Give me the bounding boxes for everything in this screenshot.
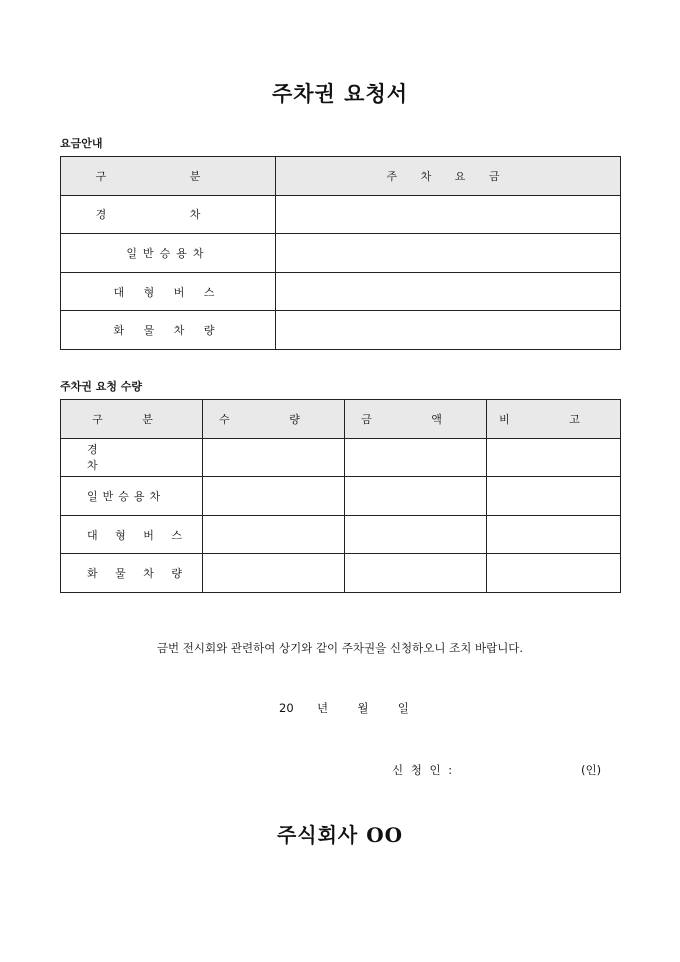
header-quantity: 수 량	[203, 400, 345, 439]
table-row	[61, 272, 621, 311]
seal-mark: (인)	[581, 763, 602, 777]
row-label: 일반승용차	[61, 234, 276, 273]
fee-cell[interactable]	[276, 234, 621, 273]
row-label: 경 차	[61, 438, 203, 477]
date-year-unit: 년	[316, 701, 329, 715]
fee-cell[interactable]	[276, 272, 621, 311]
date-day-unit: 일	[397, 701, 409, 715]
request-section-heading: 주차권 요청 수량	[60, 380, 143, 393]
quantity-cell[interactable]	[203, 515, 345, 554]
remarks-cell[interactable]	[487, 477, 621, 516]
fee-cell[interactable]	[276, 195, 621, 234]
request-table	[60, 399, 621, 593]
row-label: 화 물 차 량	[61, 554, 203, 593]
request-table-header	[61, 400, 621, 439]
header-parking-fee: 주 차 요 금	[276, 157, 621, 196]
remarks-cell[interactable]	[487, 554, 621, 593]
date-line	[279, 700, 409, 716]
quantity-cell[interactable]	[203, 438, 345, 477]
fee-section-heading: 요금안내	[60, 137, 103, 150]
row-label: 대 형 버 스	[61, 272, 276, 311]
header-category: 구 분	[61, 157, 276, 196]
request-note: 금번 전시회와 관련하여 상기와 같이 주차권을 신청하오니 조치 바랍니다.	[156, 641, 524, 655]
fee-table-header	[61, 157, 621, 196]
table-row	[61, 554, 621, 593]
row-label: 화 물 차 량	[61, 311, 276, 350]
quantity-cell[interactable]	[203, 554, 345, 593]
table-row	[61, 195, 621, 234]
amount-cell[interactable]	[345, 438, 487, 477]
row-label: 경 차	[61, 195, 276, 234]
fee-table	[60, 156, 621, 350]
table-row	[61, 438, 621, 477]
table-row	[61, 477, 621, 516]
date-month-unit: 월	[357, 701, 369, 715]
row-label: 일반승용차	[61, 477, 203, 516]
date-year: 20	[279, 701, 294, 715]
document-title: 주차권 요청서	[271, 81, 409, 106]
table-row	[61, 515, 621, 554]
header-category: 구 분	[61, 400, 203, 439]
applicant-label: 신 청 인 :	[392, 763, 455, 777]
amount-cell[interactable]	[345, 515, 487, 554]
table-row	[61, 311, 621, 350]
header-amount: 금 액	[345, 400, 487, 439]
remarks-cell[interactable]	[487, 438, 621, 477]
remarks-cell[interactable]	[487, 515, 621, 554]
table-row	[61, 234, 621, 273]
row-label: 대 형 버 스	[61, 515, 203, 554]
amount-cell[interactable]	[345, 554, 487, 593]
company-name: 주식회사 OO	[276, 823, 404, 847]
amount-cell[interactable]	[345, 477, 487, 516]
fee-cell[interactable]	[276, 311, 621, 350]
quantity-cell[interactable]	[203, 477, 345, 516]
header-remarks: 비 고	[487, 400, 621, 439]
